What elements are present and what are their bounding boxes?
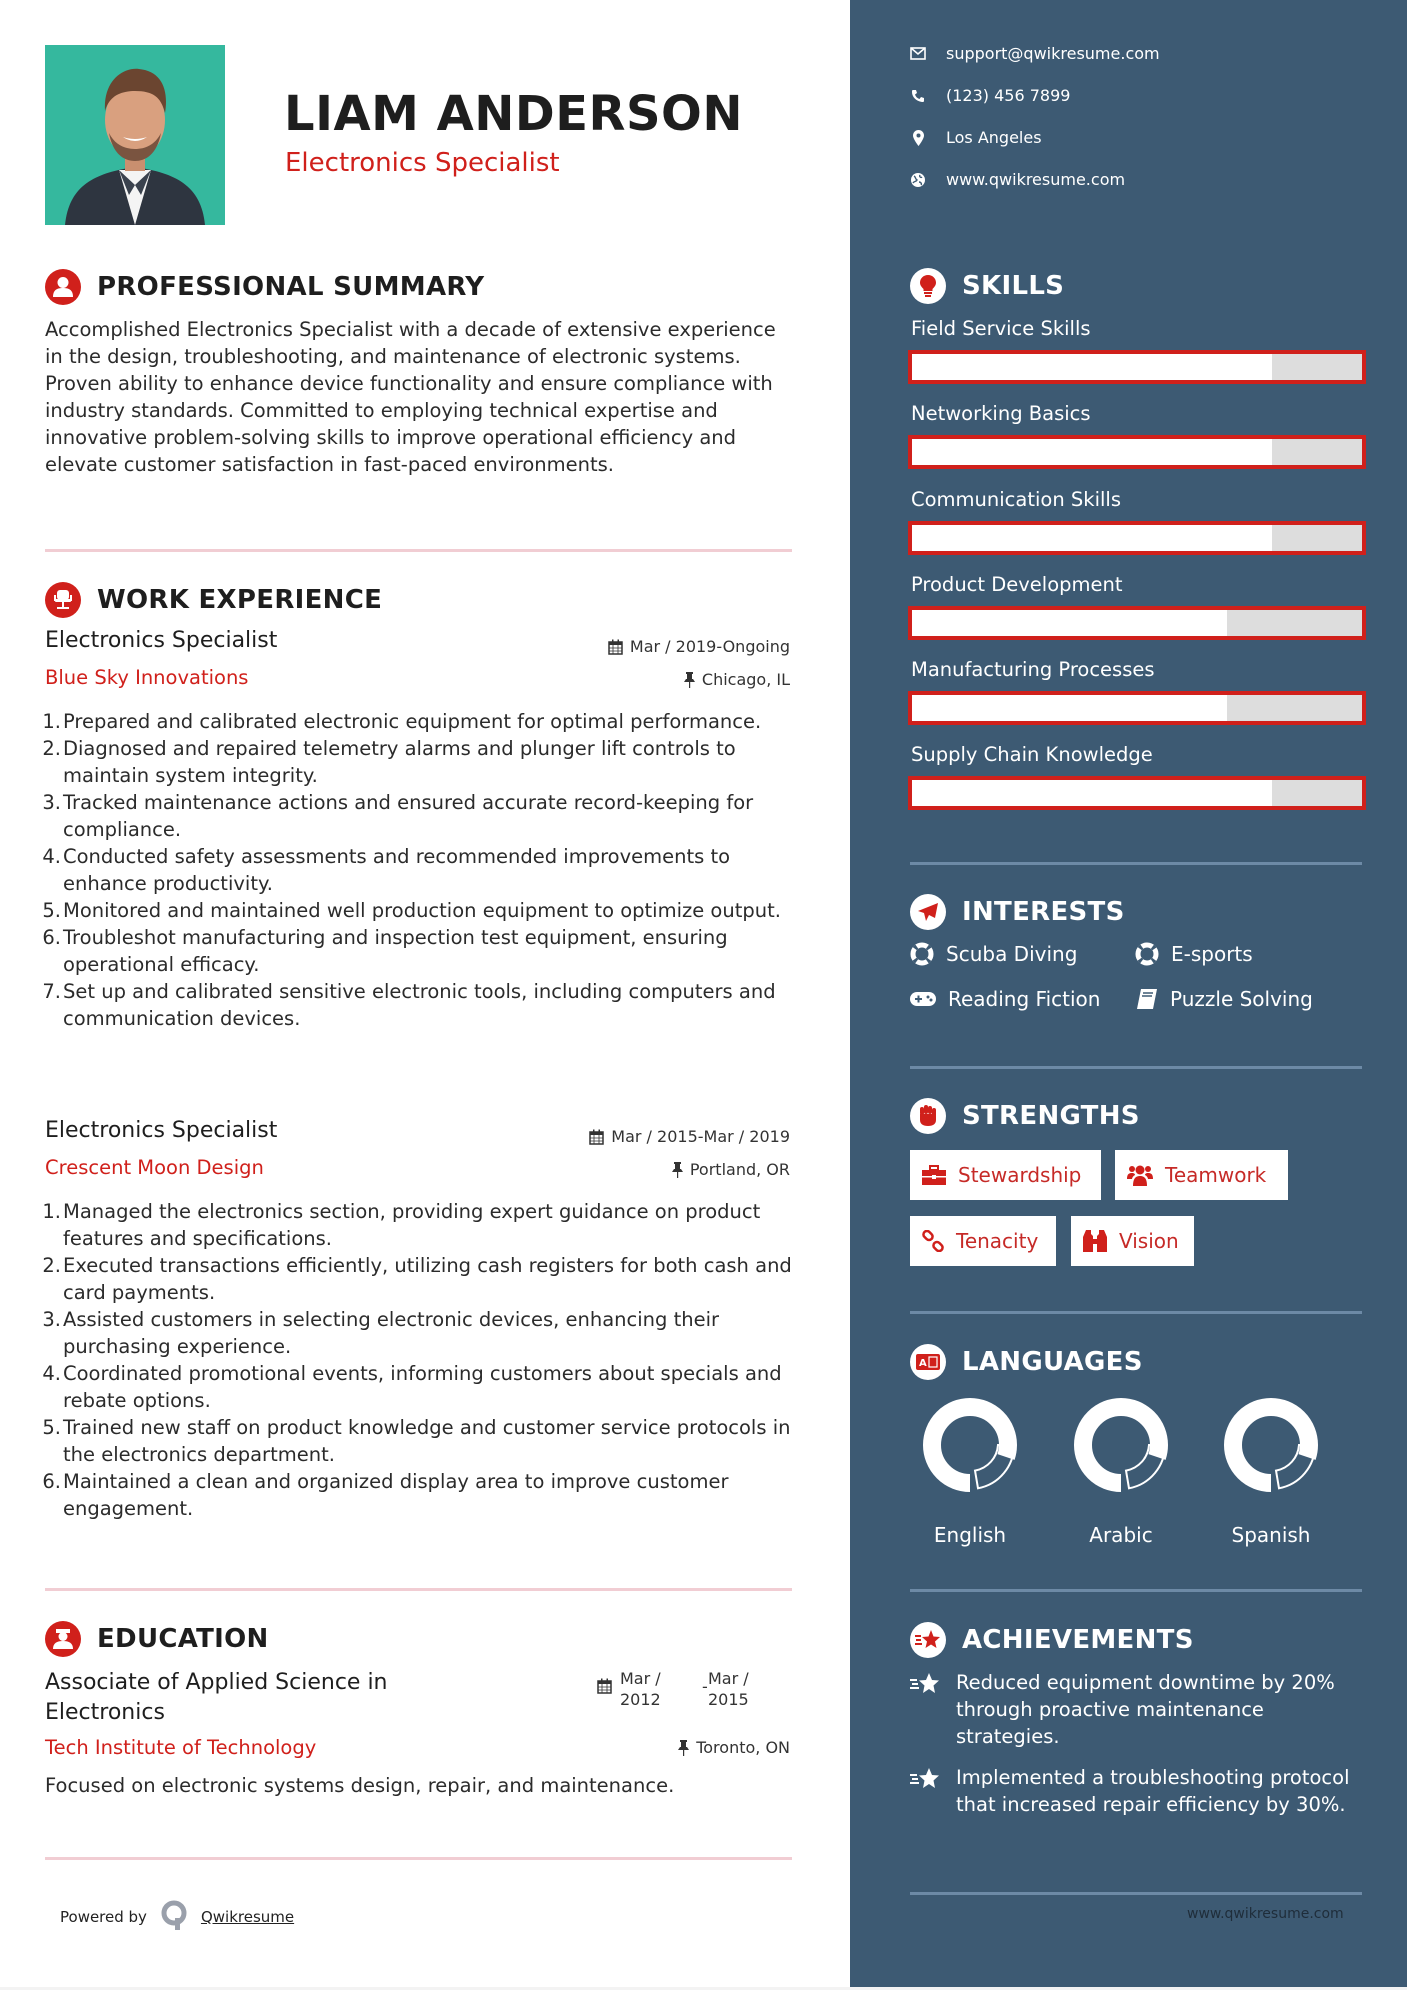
shooting-star-icon [910, 1767, 940, 1818]
graduate-icon [45, 1621, 81, 1657]
skill-label: Manufacturing Processes [911, 658, 1155, 681]
interest-item: Scuba Diving [910, 942, 1077, 966]
person-portrait-icon [45, 45, 225, 225]
life-ring-icon [910, 942, 934, 966]
link-icon [922, 1230, 944, 1252]
list-item: 1. Prepared and calibrated electronic equipment for optimal performance. [42, 710, 762, 733]
education-description: Focused on electronic systems design, repair, and maintenance. [45, 1774, 675, 1797]
strength-chip: Teamwork [1115, 1150, 1288, 1200]
user-icon [45, 269, 81, 305]
contact-location: Los Angeles [910, 128, 1042, 147]
language-label: Arabic [1089, 1523, 1153, 1547]
section-divider [45, 1588, 792, 1591]
language-proficiency-donut [1073, 1397, 1169, 1493]
strengths-section-header [910, 1098, 1140, 1134]
achievements-section-header [910, 1622, 1194, 1658]
work-section-header [45, 582, 382, 618]
section-divider [45, 549, 792, 552]
skill-bar [908, 606, 1366, 640]
pushpin-icon [684, 672, 695, 688]
section-divider [910, 1892, 1362, 1895]
language-label: English [933, 1523, 1007, 1547]
map-marker-icon [910, 130, 926, 146]
calendar-icon [597, 1678, 612, 1710]
list-item: 6. Maintained a clean and organized display area to improve customer engagement. [42, 1470, 729, 1520]
skill-label: Communication Skills [911, 488, 1121, 511]
skill-label: Supply Chain Knowledge [911, 743, 1153, 766]
job-location: Portland, OR [672, 1160, 790, 1179]
skill-bar [908, 521, 1366, 555]
language-item [1216, 1397, 1326, 1547]
language-proficiency-donut [922, 1397, 1018, 1493]
date-separator: - [702, 1677, 708, 1696]
section-divider [910, 862, 1362, 865]
education-end-date: Mar / 2015 [708, 1669, 749, 1709]
section-divider [910, 1589, 1362, 1592]
job-dates: Mar / 2015-Mar / 2019 [589, 1127, 790, 1146]
work-heading: WORK EXPERIENCE [97, 585, 383, 615]
skill-bar [908, 776, 1366, 810]
skill-label: Product Development [911, 573, 1123, 596]
section-divider [910, 1066, 1362, 1069]
list-item: 6. Troubleshot manufacturing and inspection test equipment, ensuring operational efficacy. [42, 926, 728, 976]
interest-item: Puzzle Solving [1136, 987, 1313, 1011]
skills-heading: SKILLS [962, 271, 1065, 301]
gamepad-icon [910, 991, 936, 1007]
section-divider [45, 1857, 792, 1860]
qwikresume-logo-icon [161, 1900, 189, 1934]
contact-phone: (123) 456 7899 [910, 86, 1070, 105]
strength-chip: Vision [1071, 1216, 1194, 1266]
list-item: 2. Diagnosed and repaired telemetry alarms and plunger lift controls to maintain system integrity. [42, 737, 736, 787]
qwikresume-link[interactable]: Qwikresume [200, 1908, 295, 1926]
book-icon [1136, 988, 1158, 1010]
education-location: Toronto, ON [678, 1738, 790, 1757]
languages-section-header [910, 1344, 1143, 1380]
interests-heading: INTERESTS [962, 897, 1125, 927]
school-name: Tech Institute of Technology [45, 1736, 317, 1759]
list-item: 3. Tracked maintenance actions and ensured accurate record-keeping for compliance. [42, 791, 754, 841]
skill-bar-fill [912, 695, 1227, 721]
shooting-star-icon [910, 1622, 946, 1658]
job-company: Blue Sky Innovations [45, 666, 249, 689]
powered-by: Powered by Qwikresume [60, 1900, 294, 1934]
paper-plane-icon [910, 894, 946, 930]
list-item: 2. Executed transactions efficiently, utilizing cash registers for both cash and card payments. [42, 1254, 792, 1304]
degree-title: Associate of Applied Science in Electronics [45, 1670, 388, 1725]
job-bullets [40, 1198, 810, 1522]
list-item: 5. Monitored and maintained well production equipment to optimize output. [42, 899, 781, 922]
skill-bar-fill [912, 780, 1272, 806]
language-item [1066, 1397, 1176, 1547]
briefcase-icon [922, 1165, 946, 1185]
language-proficiency-donut [1223, 1397, 1319, 1493]
language-label: Spanish [1231, 1523, 1311, 1547]
binoculars-icon [1083, 1230, 1107, 1252]
language-item [915, 1397, 1025, 1547]
skill-bar [908, 691, 1366, 725]
shooting-star-icon [910, 1672, 940, 1750]
office-chair-icon [45, 582, 81, 618]
interests-section-header [910, 894, 1125, 930]
skill-label: Networking Basics [911, 402, 1091, 425]
phone-icon [910, 89, 926, 103]
job-company: Crescent Moon Design [45, 1156, 264, 1179]
education-heading: EDUCATION [97, 1624, 269, 1654]
pushpin-icon [672, 1162, 683, 1178]
lightbulb-icon [910, 268, 946, 304]
translate-icon [910, 1344, 946, 1380]
job-dates: Mar / 2019-Ongoing [608, 637, 790, 656]
calendar-icon [608, 639, 623, 655]
skill-bar-fill [912, 354, 1272, 380]
envelope-icon [910, 47, 926, 60]
skills-section-header [910, 268, 1064, 304]
list-item: 4. Coordinated promotional events, informing customers about specials and rebate options. [42, 1362, 782, 1412]
footer-website[interactable]: www.qwikresume.com [1187, 1906, 1344, 1922]
languages-heading: LANGUAGES [962, 1347, 1143, 1377]
list-item: 3. Assisted customers in selecting electronic devices, enhancing their purchasing experience. [42, 1308, 720, 1358]
job-location: Chicago, IL [684, 670, 790, 689]
life-ring-icon [1135, 942, 1159, 966]
section-divider [910, 1311, 1362, 1314]
education-dates [597, 1668, 749, 1710]
skill-label: Field Service Skills [911, 317, 1091, 340]
interest-item: Reading Fiction [910, 987, 1100, 1011]
interest-item: E-sports [1135, 942, 1253, 966]
list-item: 7. Set up and calibrated sensitive electronic tools, including computers and communication devices. [42, 980, 776, 1030]
achievements-heading: ACHIEVEMENTS [962, 1625, 1194, 1655]
contact-email: support@qwikresume.com [910, 44, 1160, 63]
skill-bar-fill [912, 525, 1272, 551]
list-item: 4. Conducted safety assessments and recommended improvements to enhance productivity. [42, 845, 731, 895]
globe-icon [910, 173, 926, 187]
pushpin-icon [678, 1740, 689, 1756]
education-start-date: Mar / 2012 [620, 1669, 661, 1709]
calendar-icon [589, 1129, 604, 1145]
summary-text: Accomplished Electronics Specialist with a decade of extensive experience in the design, troubleshooting, and maintenance of electronic systems. Proven ability to enhance device functionality and ensure compliance with industry standards. Committed to employing technical expertise and innovative problem-solving skills to improve operational efficiency and elevate customer satisfaction in fast-paced environments. [45, 318, 776, 476]
profile-photo [45, 45, 225, 225]
skill-bar-fill [912, 439, 1272, 465]
summary-heading: PROFESSIONAL SUMMARY [97, 272, 485, 302]
job-title: Electronics Specialist [45, 1118, 278, 1143]
skill-bar [908, 350, 1366, 384]
skill-bar-fill [912, 610, 1227, 636]
list-item: 5. Trained new staff on product knowledge and customer service protocols in the electronics department. [42, 1416, 791, 1466]
users-icon [1127, 1164, 1153, 1186]
job-title: Electronics Specialist [45, 628, 278, 653]
list-item: 1. Managed the electronics section, providing expert guidance on product features and specifications. [42, 1200, 761, 1250]
skill-bar [908, 435, 1366, 469]
candidate-title: Electronics Specialist [285, 148, 560, 178]
achievement-item: Implemented a troubleshooting protocol that increased repair efficiency by 30%. [910, 1764, 1350, 1818]
strength-chip: Stewardship [910, 1150, 1101, 1200]
achievement-item: Reduced equipment downtime by 20% through proactive maintenance strategies. [910, 1669, 1350, 1750]
candidate-name: LIAM ANDERSON [284, 86, 744, 142]
summary-section-header [45, 269, 484, 305]
education-section-header [45, 1621, 269, 1657]
contact-website: www.qwikresume.com [910, 170, 1125, 189]
strength-chip: Tenacity [910, 1216, 1056, 1266]
fist-icon [910, 1098, 946, 1134]
svg-text:A: A [919, 1358, 927, 1369]
job-bullets [40, 708, 810, 1032]
strengths-heading: STRENGTHS [962, 1101, 1140, 1131]
